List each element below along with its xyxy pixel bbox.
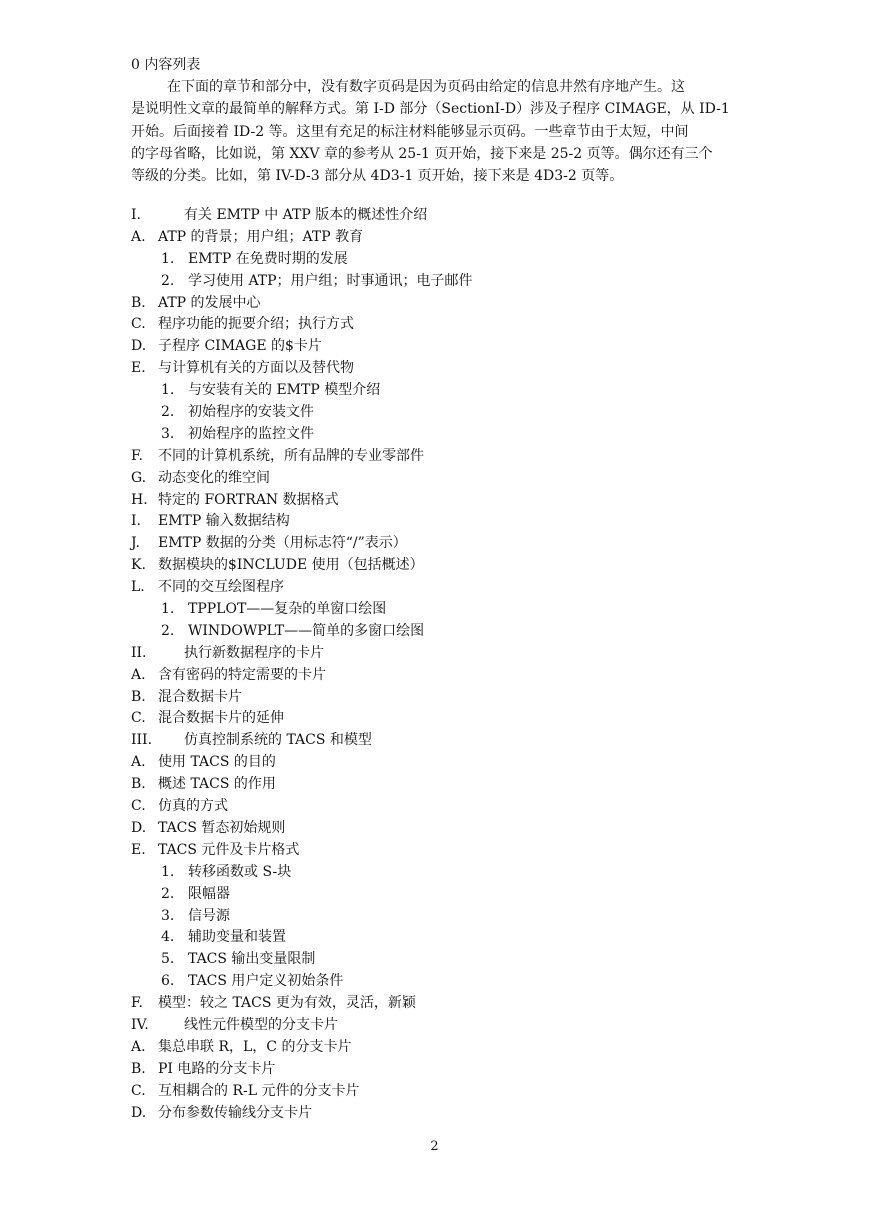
intro-paragraph <box>131 76 741 187</box>
toc-section <box>131 1059 751 1081</box>
toc-number: 2. <box>161 885 175 902</box>
intro-line: 是说明性文章的最简单的解释方式。第 I-D 部分（SectionI-D）涉及子程序 CIMAGE，从 ID-1 <box>131 101 730 118</box>
toc-subsection <box>131 599 751 621</box>
toc-number: F. <box>131 447 143 464</box>
toc-subsection <box>131 884 751 906</box>
toc-number: A. <box>131 1038 146 1055</box>
toc-section <box>131 336 751 358</box>
toc-section <box>131 358 751 380</box>
toc-number: C. <box>131 1082 146 1099</box>
toc-title: 动态变化的维空间 <box>158 469 270 486</box>
toc-number: 1. <box>161 601 175 618</box>
toc-section <box>131 1037 751 1059</box>
toc-section <box>131 490 751 512</box>
toc-title: EMTP 输入数据结构 <box>158 513 290 530</box>
toc-section <box>131 533 751 555</box>
toc-title: 概述 TACS 的作用 <box>158 776 276 793</box>
toc-title: PI 电路的分支卡片 <box>158 1060 276 1077</box>
toc-section <box>131 840 751 862</box>
toc-subsection <box>131 249 751 271</box>
toc-number: 1. <box>161 382 175 399</box>
toc-title: TACS 输出变量限制 <box>188 951 316 968</box>
toc-title: 模型：较之 TACS 更为有效，灵活，新颖 <box>158 995 416 1012</box>
toc-chapter <box>131 643 751 665</box>
toc-number: C. <box>131 798 146 815</box>
toc-title: ATP 的背景；用户组；ATP 教育 <box>158 228 364 245</box>
toc-subsection <box>131 927 751 949</box>
toc-title: 初始程序的监控文件 <box>188 425 314 442</box>
toc-subsection <box>131 971 751 993</box>
toc-number: J. <box>131 535 140 552</box>
intro-line: 等级的分类。比如，第 IV-D-3 部分从 4D3-1 页开始，接下来是 4D3-2 页等。 <box>131 168 624 185</box>
toc-number: E. <box>131 841 146 858</box>
toc-number: 2. <box>161 622 175 639</box>
toc-title: 学习使用 ATP；用户组；时事通讯；电子邮件 <box>188 272 473 289</box>
toc-section <box>131 468 751 490</box>
toc-number: 1. <box>161 250 175 267</box>
toc-number: I. <box>131 513 141 530</box>
toc-section <box>131 446 751 468</box>
page-heading: 0 内容列表 <box>131 57 201 73</box>
toc-title: 子程序 CIMAGE 的$卡片 <box>158 338 322 355</box>
toc-number: 6. <box>161 973 175 990</box>
toc-section <box>131 818 751 840</box>
toc-number: D. <box>131 819 147 836</box>
toc-section <box>131 1103 751 1125</box>
toc-subsection <box>131 402 751 424</box>
toc-number: A. <box>131 754 146 771</box>
toc-number: 2. <box>161 272 175 289</box>
toc-section <box>131 665 751 687</box>
table-of-contents <box>131 205 751 1124</box>
toc-number: I. <box>131 207 141 223</box>
toc-title: 数据模块的$INCLUDE 使用（包括概述） <box>158 557 424 574</box>
toc-number: 1. <box>161 863 175 880</box>
intro-line: 开始。后面接着 ID-2 等。这里有充足的标注材料能够显示页码。一些章节由于太短，中间 <box>131 123 689 140</box>
toc-number: A. <box>131 228 146 245</box>
toc-section <box>131 314 751 336</box>
toc-number: II. <box>131 644 147 661</box>
toc-number: B. <box>131 1060 146 1077</box>
toc-title: 分布参数传输线分支卡片 <box>158 1104 312 1121</box>
toc-title: 不同的交互绘图程序 <box>158 579 284 596</box>
toc-subsection <box>131 380 751 402</box>
toc-number: IV. <box>131 1016 149 1033</box>
toc-number: B. <box>131 688 146 705</box>
toc-section <box>131 774 751 796</box>
toc-section <box>131 511 751 533</box>
toc-title: 使用 TACS 的目的 <box>158 754 276 771</box>
toc-subsection <box>131 424 751 446</box>
toc-section <box>131 293 751 315</box>
toc-title: 线性元件模型的分支卡片 <box>184 1016 338 1033</box>
toc-title: EMTP 数据的分类（用标志符“/”表示） <box>158 535 407 552</box>
page-number: 2 <box>430 1139 439 1154</box>
toc-section <box>131 687 751 709</box>
intro-line: 在下面的章节和部分中，没有数字页码是因为页码由给定的信息井然有序地产生。这 <box>167 79 685 95</box>
toc-number: 5. <box>161 951 175 968</box>
toc-title: 不同的计算机系统，所有品牌的专业零部件 <box>158 447 424 464</box>
toc-section <box>131 796 751 818</box>
toc-chapter <box>131 730 751 752</box>
toc-title: 程序功能的扼要介绍；执行方式 <box>158 316 354 333</box>
toc-title: EMTP 在免费时期的发展 <box>188 250 348 267</box>
toc-title: 仿真的方式 <box>158 798 228 815</box>
toc-section <box>131 555 751 577</box>
toc-title: 特定的 FORTRAN 数据格式 <box>158 491 339 508</box>
toc-title: 混合数据卡片 <box>158 688 242 705</box>
toc-subsection <box>131 862 751 884</box>
toc-number: D. <box>131 338 147 355</box>
toc-title: 有关 EMTP 中 ATP 版本的概述性介绍 <box>184 207 428 223</box>
toc-title: TACS 暂态初始规则 <box>158 819 286 836</box>
intro-line: 的字母省略，比如说，第 XXV 章的参考从 25-1 页开始，接下来是 25-2 页等。偶尔还有三个 <box>131 145 713 162</box>
toc-number: K. <box>131 557 146 574</box>
toc-title: TACS 元件及卡片格式 <box>158 841 300 858</box>
toc-chapter <box>131 1015 751 1037</box>
toc-number: E. <box>131 360 146 377</box>
toc-number: H. <box>131 491 148 508</box>
toc-number: B. <box>131 294 146 311</box>
toc-subsection <box>131 949 751 971</box>
toc-title: 与计算机有关的方面以及替代物 <box>158 360 354 377</box>
toc-title: 初始程序的安装文件 <box>188 404 314 421</box>
toc-title: ATP 的发展中心 <box>158 294 261 311</box>
toc-title: 信号源 <box>188 907 230 924</box>
toc-title: 仿真控制系统的 TACS 和模型 <box>184 732 372 749</box>
toc-section <box>131 577 751 599</box>
toc-title: 互相耦合的 R-L 元件的分支卡片 <box>158 1082 360 1099</box>
toc-title: 执行新数据程序的卡片 <box>184 644 324 661</box>
toc-title: WINDOWPLT——简单的多窗口绘图 <box>188 622 425 639</box>
toc-title: 集总串联 R，L，C 的分支卡片 <box>158 1038 352 1055</box>
toc-title: 混合数据卡片的延伸 <box>158 710 284 727</box>
toc-section <box>131 708 751 730</box>
toc-subsection <box>131 271 751 293</box>
toc-title: TPPLOT——复杂的单窗口绘图 <box>188 601 387 618</box>
toc-section <box>131 993 751 1015</box>
toc-number: F. <box>131 995 143 1012</box>
toc-section <box>131 752 751 774</box>
toc-number: B. <box>131 776 146 793</box>
toc-number: G. <box>131 469 147 486</box>
toc-title: 辅助变量和装置 <box>188 929 286 946</box>
toc-section <box>131 227 751 249</box>
toc-subsection <box>131 906 751 928</box>
toc-title: 限幅器 <box>188 885 230 902</box>
toc-title: 转移函数或 S-块 <box>188 863 292 880</box>
toc-subsection <box>131 621 751 643</box>
toc-number: D. <box>131 1104 147 1121</box>
toc-number: C. <box>131 316 146 333</box>
toc-number: 3. <box>161 425 175 442</box>
toc-number: A. <box>131 666 146 683</box>
toc-number: C. <box>131 710 146 727</box>
toc-title: 与安装有关的 EMTP 模型介绍 <box>188 382 381 399</box>
toc-title: TACS 用户定义初始条件 <box>188 973 344 990</box>
toc-number: III. <box>131 732 153 749</box>
toc-section <box>131 1081 751 1103</box>
toc-title: 含有密码的特定需要的卡片 <box>158 666 326 683</box>
toc-number: 3. <box>161 907 175 924</box>
toc-number: 2. <box>161 404 175 421</box>
toc-number: L. <box>131 579 145 596</box>
toc-chapter <box>131 205 751 227</box>
toc-number: 4. <box>161 929 175 946</box>
